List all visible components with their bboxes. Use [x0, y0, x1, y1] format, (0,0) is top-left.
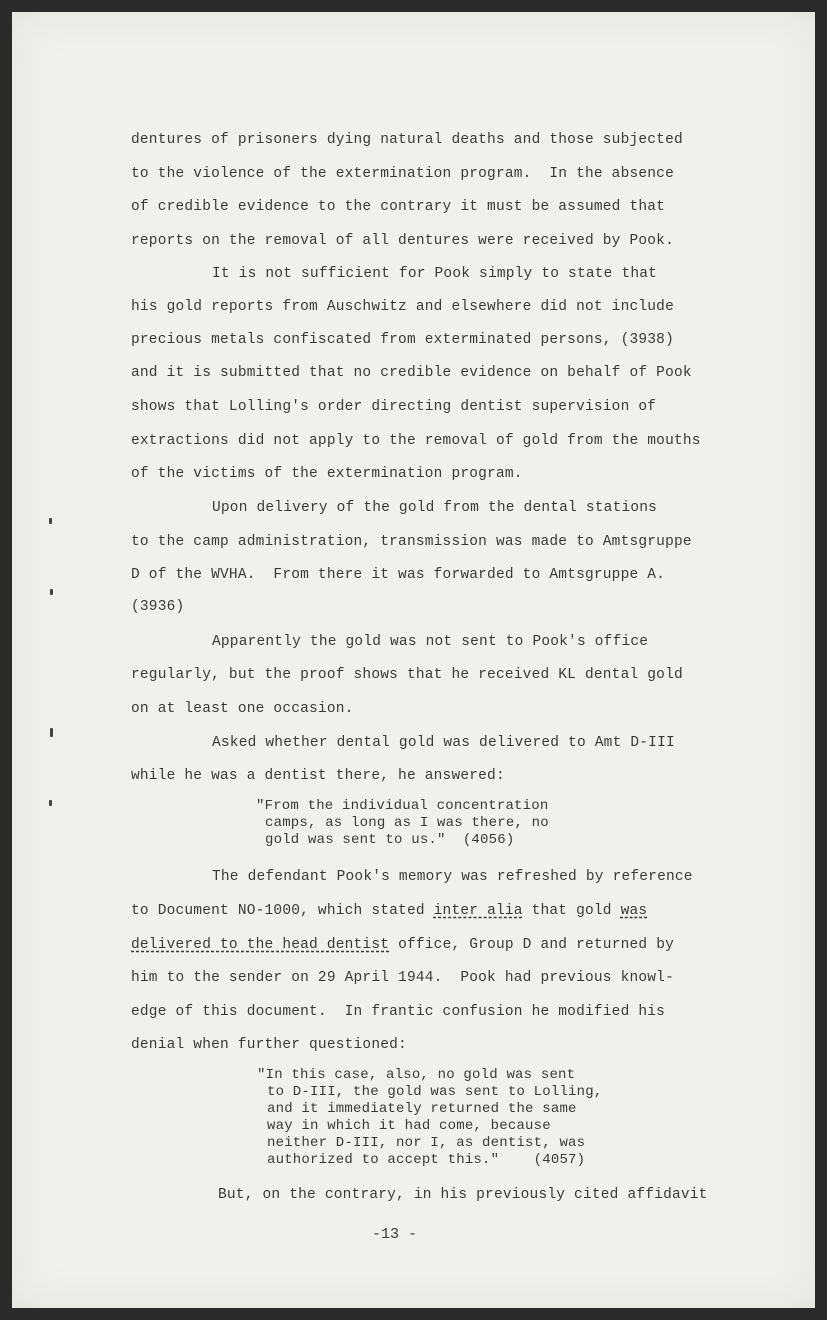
underlined-phrase: inter alia	[433, 903, 523, 919]
text-line: precious metals confiscated from exterminated persons, (3938)	[131, 332, 674, 348]
margin-mark	[49, 518, 52, 524]
quote-line: and it immediately returned the same	[267, 1101, 577, 1117]
quote-line: way in which it had come, because	[267, 1118, 551, 1134]
underlined-phrase: delivered to the head dentist	[131, 937, 390, 953]
text-line: to the camp administration, transmission was made to Amtsgruppe	[131, 534, 692, 550]
margin-mark	[50, 589, 53, 595]
quote-line: neither D-III, nor I, as dentist, was	[267, 1135, 586, 1151]
quote-line: "From the individual concentration	[256, 798, 549, 814]
text-line: Upon delivery of the gold from the dental stations	[212, 500, 658, 516]
text-line: on at least one occasion.	[131, 701, 354, 717]
text-line: edge of this document. In frantic confusion he modified his	[131, 1004, 666, 1020]
page-number: -13 -	[372, 1226, 418, 1243]
text-line	[131, 902, 647, 920]
text-line: while he was a dentist there, he answered:	[131, 768, 505, 784]
text-line: But, on the contrary, in his previously cited affidavit	[218, 1187, 708, 1203]
quote-line: gold was sent to us." (4056)	[265, 832, 515, 848]
text-line: and it is submitted that no credible evidence on behalf of Pook	[131, 365, 692, 381]
quote-line: camps, as long as I was there, no	[265, 815, 549, 831]
text-line: It is not sufficient for Pook simply to state that	[212, 266, 658, 282]
text-line	[131, 936, 674, 954]
text-line: shows that Lolling's order directing dentist supervision of	[131, 399, 657, 415]
text-line: extractions did not apply to the removal of gold from the mouths	[131, 433, 701, 449]
text-line: regularly, but the proof shows that he received KL dental gold	[131, 667, 683, 683]
text-line: to the violence of the extermination program. In the absence	[131, 166, 674, 182]
quote-line: "In this case, also, no gold was sent	[257, 1067, 576, 1083]
text-line: (3936)	[131, 599, 185, 615]
text-line: The defendant Pook's memory was refreshed by reference	[212, 869, 693, 885]
document-page	[12, 12, 815, 1308]
text-line: his gold reports from Auschwitz and elsewhere did not include	[131, 299, 674, 315]
text-segment: office, Group D and returned by	[398, 937, 675, 953]
quote-line: authorized to accept this." (4057)	[267, 1152, 586, 1168]
text-line: D of the WVHA. From there it was forwarded to Amtsgruppe A.	[131, 567, 666, 583]
text-line: dentures of prisoners dying natural deaths and those subjected	[131, 132, 683, 148]
text-line: denial when further questioned:	[131, 1037, 407, 1053]
quote-line: to D-III, the gold was sent to Lolling,	[267, 1084, 603, 1100]
text-segment: that gold	[531, 903, 612, 919]
text-segment: to Document NO-1000, which stated	[131, 903, 425, 919]
text-line: Asked whether dental gold was delivered to Amt D-III	[212, 735, 675, 751]
margin-mark	[49, 800, 52, 806]
text-line: him to the sender on 29 April 1944. Pook had previous knowl-	[131, 970, 674, 986]
text-line: reports on the removal of all dentures were received by Pook.	[131, 233, 674, 249]
text-line: of credible evidence to the contrary it must be assumed that	[131, 199, 666, 215]
text-line: of the victims of the extermination program.	[131, 466, 523, 482]
underlined-phrase: was	[620, 903, 648, 919]
text-line: Apparently the gold was not sent to Pook's office	[212, 634, 649, 650]
margin-mark	[50, 728, 53, 737]
